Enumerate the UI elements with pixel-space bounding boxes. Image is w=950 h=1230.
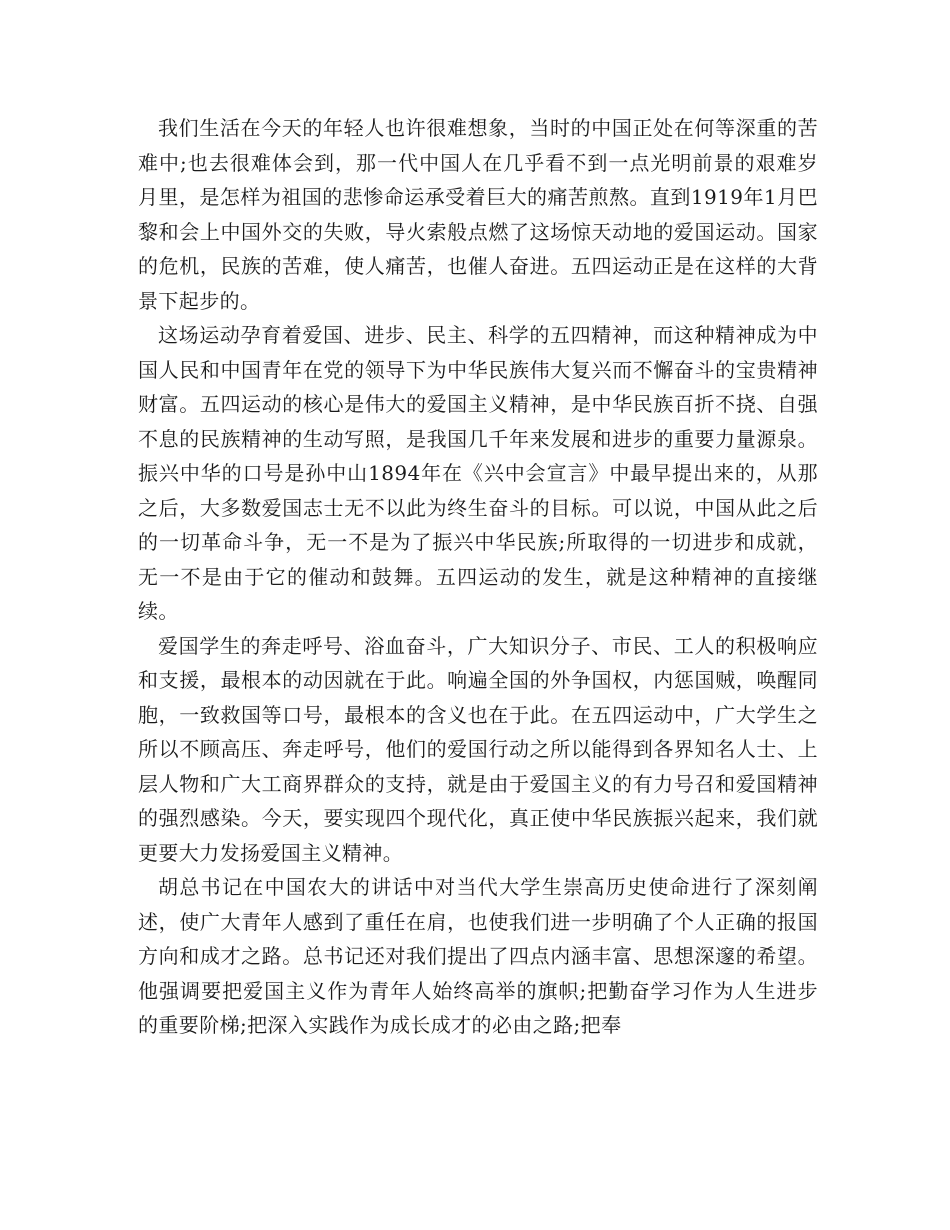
- paragraph-3: 爱国学生的奔走呼号、浴血奋斗，广大知识分子、市民、工人的积极响应和支援，最根本的动因就在于此。响遍全国的外争国权，内惩国贼，唤醒同胞，一致救国等口号，最根本的含义也在于此。在五四运动中，广大学生之所以不顾高压、奔走呼号，他们的爱国行动之所以能得到各界知名人士、上层人物和广大工商界群众的支持，就是由于爱国主义的有力号召和爱国精神的强烈感染。今天，要实现四个现代化，真正使中华民族振兴起来，我们就更要大力发扬爱国主义精神。: [138, 633, 818, 865]
- document-body: [138, 111, 818, 1043]
- paragraph-1: 我们生活在今天的年轻人也许很难想象，当时的中国正处在何等深重的苦难中;也去很难体会到，那一代中国人在几乎看不到一点光明前景的艰难岁月里，是怎样为祖国的悲惨命运承受着巨大的痛苦煎熬。直到1919年1月巴黎和会上中国外交的失败，导火索般点燃了这场惊天动地的爱国运动。国家的危机，民族的苦难，使人痛苦，也催人奋进。五四运动正是在这样的大背景下起步的。: [138, 116, 818, 313]
- paragraph-2: 这场运动孕育着爱国、进步、民主、科学的五四精神，而这种精神成为中国人民和中国青年在党的领导下为中华民族伟大复兴而不懈奋斗的宝贵精神财富。五四运动的核心是伟大的爱国主义精神，是中华民族百折不挠、自强不息的民族精神的生动写照，是我国几千年来发展和进步的重要力量源泉。振兴中华的口号是孙中山1894年在《兴中会宣言》中最早提出来的，从那之后，大多数爱国志士无不以此为终生奋斗的目标。可以说，中国从此之后的一切革命斗争，无一不是为了振兴中华民族;所取得的一切进步和成就，无一不是由于它的催动和鼓舞。五四运动的发生，就是这种精神的直接继续。: [138, 323, 818, 623]
- paragraph-4: 胡总书记在中国农大的讲话中对当代大学生崇高历史使命进行了深刻阐述，使广大青年人感到了重任在肩，也使我们进一步明确了个人正确的报国方向和成才之路。总书记还对我们提出了四点内涵丰富、思想深邃的希望。他强调要把爱国主义作为青年人始终高举的旗帜;把勤奋学习作为人生进步的重要阶梯;把深入实践作为成长成才的必由之路;把奉: [138, 875, 818, 1037]
